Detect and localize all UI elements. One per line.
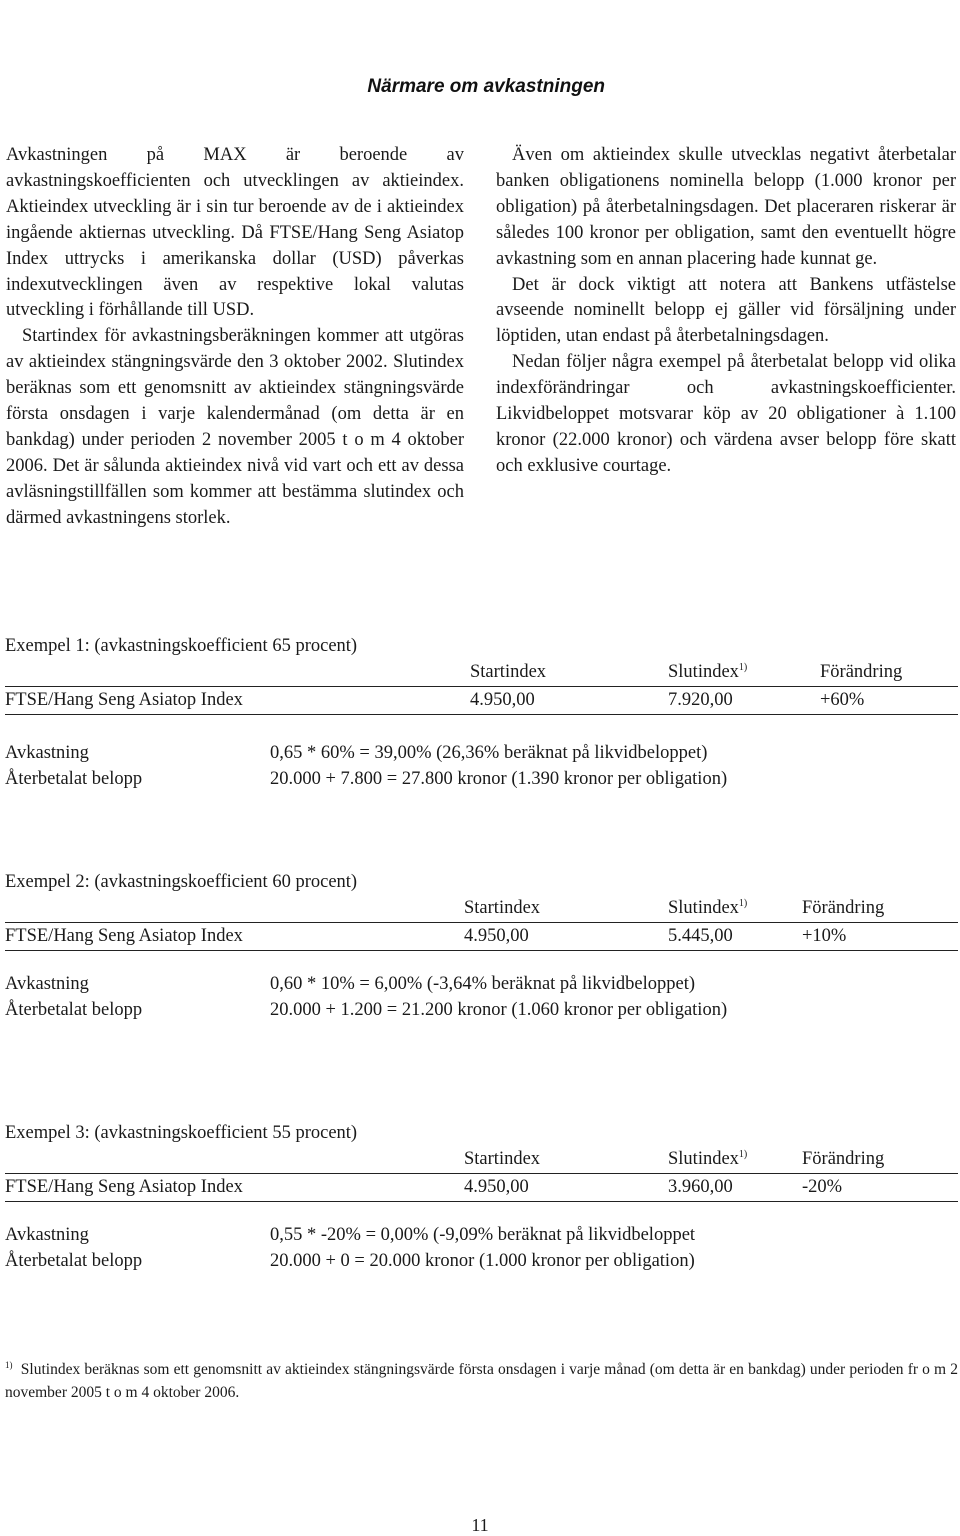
start-value: 4.950,00 (470, 690, 535, 710)
return-value: 0,60 * 10% = 6,00% (-3,64% beräknat på likvidbeloppet) (270, 974, 696, 994)
rule (5, 950, 958, 951)
footnote-ref: 1) (738, 662, 748, 673)
repaid-line (5, 769, 958, 791)
repaid-label: Återbetalat belopp (5, 1000, 143, 1020)
index-name: FTSE/Hang Seng Asiatop Index (5, 690, 243, 710)
page-heading: Närmare om avkastningen (367, 76, 605, 97)
example-title: Exempel 3: (avkastningskoefficient 55 procent) (5, 1123, 358, 1143)
change-header: Förändring (802, 1149, 885, 1169)
paragraph: Det är dock viktigt att notera att Bankens utfästelse avseende nominellt belopp ej gäller vid försäljning under löptiden, utan endast på återbetalningsdagen. (496, 274, 956, 347)
rule (5, 714, 958, 715)
slutindex-header: Slutindex$^{1)}$ (668, 1149, 748, 1169)
paragraph: Nedan följer några exempel på återbetalat belopp vid olika indexförändringar och avkastningskoefficienter. Likvidbeloppet motsvarar köp av 20 obligationer à 1.100 kronor (22.000 kronor) och värdena avser belopp före skatt och exklusive courtage. (496, 352, 956, 476)
return-label: Avkastning (5, 743, 89, 763)
index-row (5, 926, 958, 948)
change-value: +10% (802, 926, 847, 946)
startindex-header: Startindex (470, 662, 547, 682)
body-column-right (496, 143, 956, 480)
example-header-row (5, 662, 958, 684)
slutindex-header: Slutindex$^{1)}$ (668, 898, 748, 918)
startindex-header: Startindex (464, 898, 541, 918)
change-value: -20% (802, 1177, 843, 1197)
start-value: 4.950,00 (464, 926, 529, 946)
example-title: Exempel 2: (avkastningskoefficient 60 procent) (5, 872, 358, 892)
slutindex-header: Slutindex$^{1)}$ (668, 662, 748, 682)
repaid-label: Återbetalat belopp (5, 769, 143, 789)
index-row (5, 690, 958, 712)
return-label: Avkastning (5, 1225, 89, 1245)
footnote-ref: 1) (738, 898, 748, 909)
return-label: Avkastning (5, 974, 89, 994)
end-value: 5.445,00 (668, 926, 733, 946)
example-title: Exempel 1: (avkastningskoefficient 65 procent) (5, 636, 358, 656)
example-header-row (5, 1149, 958, 1171)
end-value: 3.960,00 (668, 1177, 733, 1197)
repaid-value: 20.000 + 0 = 20.000 kronor (1.000 kronor per obligation) (270, 1251, 695, 1271)
page-number: 11 (471, 1515, 489, 1535)
return-value: 0,65 * 60% = 39,00% (26,36% beräknat på likvidbeloppet) (270, 743, 708, 763)
rule (5, 922, 958, 923)
repaid-line (5, 1251, 958, 1273)
repaid-label: Återbetalat belopp (5, 1251, 143, 1271)
repaid-value: 20.000 + 1.200 = 21.200 kronor (1.060 kronor per obligation) (270, 1000, 728, 1020)
paragraph: Även om aktieindex skulle utvecklas negativt återbetalar banken obligationens nominella belopp (1.000 kronor per obligation) på återbetalningsdagen. Det placeraren riskerar är således 100 kronor per obligation, samt den eventuellt högre avkastning som en annan placering hade kunnat ge. (496, 145, 956, 269)
rule (5, 686, 958, 687)
startindex-header: Startindex (464, 1149, 541, 1169)
return-line (5, 743, 958, 765)
footnote-ref: 1) (738, 1149, 748, 1160)
footnote-marker: 1) (5, 1360, 13, 1370)
change-header: Förändring (802, 898, 885, 918)
rule (5, 1201, 958, 1202)
repaid-line (5, 1000, 958, 1022)
return-line (5, 1225, 958, 1247)
rule (5, 1173, 958, 1174)
paragraph: Avkastningen på MAX är beroende av avkastningskoefficienten och utvecklingen av aktieindex. Aktieindex utveckling är i sin tur beroende av de i aktieindex ingående aktiernas utveckling. Då FTSE/Hang Seng Asiatop Index uttrycks i amerikanska dollar (USD) påverkas indexutvecklingen även av respektive lokal valutas utveckling i förhållande till USD. (6, 145, 464, 321)
return-value: 0,55 * -20% = 0,00% (-9,09% beräknat på likvidbeloppet (270, 1225, 696, 1245)
index-row (5, 1177, 958, 1199)
change-header: Förändring (820, 662, 903, 682)
repaid-value: 20.000 + 7.800 = 27.800 kronor (1.390 kronor per obligation) (270, 769, 728, 789)
index-name: FTSE/Hang Seng Asiatop Index (5, 926, 243, 946)
paragraph: Startindex för avkastningsberäkningen kommer att utgöras av aktieindex stängningsvärde den 3 oktober 2002. Slutindex beräknas som ett genomsnitt av aktieindex stängningsvärde första onsdagen i varje kalendermånad (om detta är en bankdag) under perioden 2 november 2005 t o m 4 oktober 2006. Det är sålunda aktieindex nivå vid vart och ett av dessa avläsningstillfällen som kommer att bestämma slutindex och därmed avkastningens storlek. (6, 326, 464, 528)
index-name: FTSE/Hang Seng Asiatop Index (5, 1177, 243, 1197)
return-line (5, 974, 958, 996)
start-value: 4.950,00 (464, 1177, 529, 1197)
footnote (5, 1354, 958, 1404)
body-column-left (6, 143, 464, 532)
end-value: 7.920,00 (668, 690, 733, 710)
footnote-text: Slutindex beräknas som ett genomsnitt av aktieindex stängningsvärde första onsdagen i varje månad (om detta är en bankdag) under perioden fr o m 2 november 2005 t o m 4 oktober 2006. (5, 1361, 958, 1401)
example-header-row (5, 898, 958, 920)
change-value: +60% (820, 690, 865, 710)
